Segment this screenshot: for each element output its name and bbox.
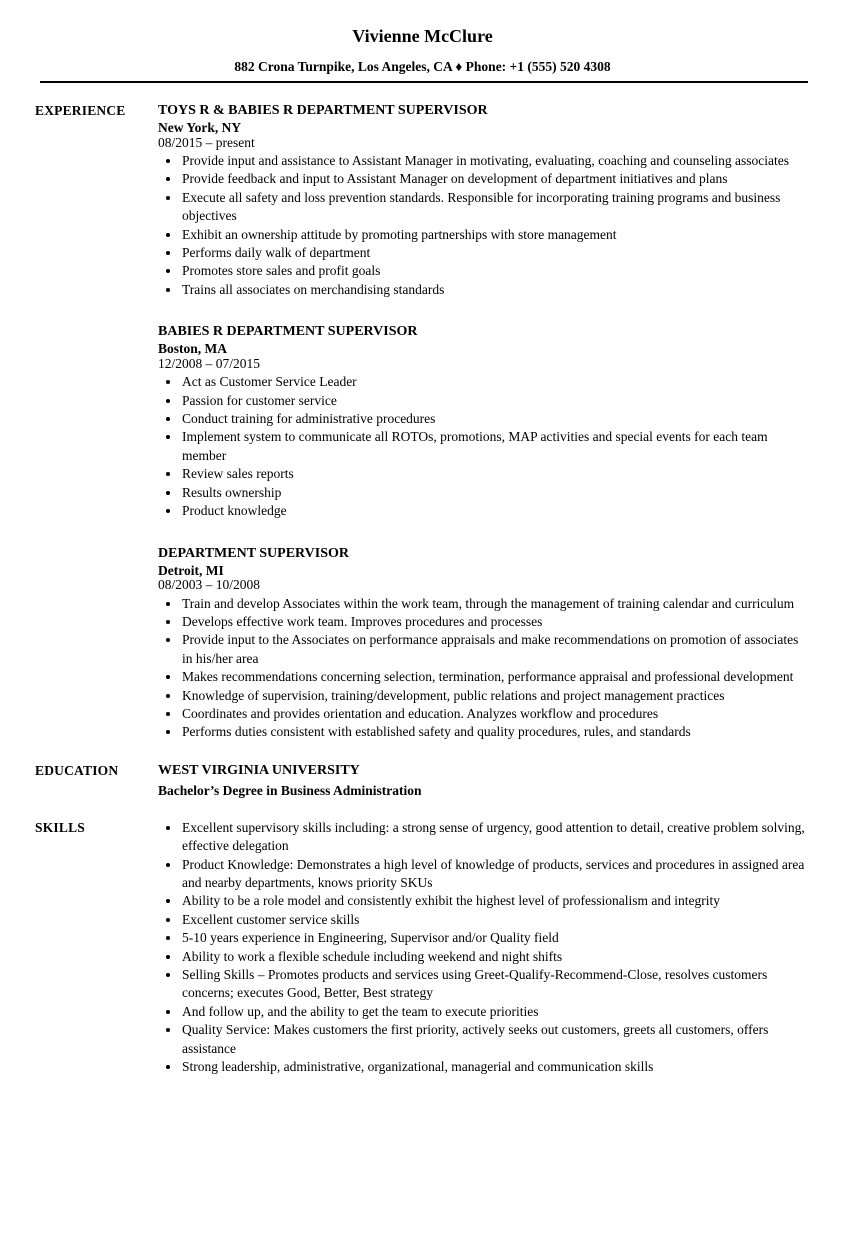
job-entry [158,545,810,742]
bullet-item: • And follow up, and the ability to get the team to execute priorities [181,1003,810,1021]
experience-content [158,102,810,742]
bullet-item: • Excellent customer service skills [181,911,810,929]
bullet-item: • Conduct training for administrative procedures [181,410,810,428]
experience-label: EXPERIENCE [35,103,126,118]
job-dates: 12/2008 – 07/2015 [158,355,261,371]
bullet-item: • Implement system to communicate all ROTOs, promotions, MAP activities and special events for each team member [181,428,810,465]
job-title: TOYS R & BABIES R DEPARTMENT SUPERVISOR [158,103,488,118]
bullet-item: • Quality Service: Makes customers the first priority, actively seeks out customers, greets all customers, offers assistance [181,1021,810,1058]
skills-section [35,819,810,1077]
bullet-item: • Develops effective work team. Improves procedures and processes [181,613,810,631]
resume-header [35,27,810,83]
job-location: New York, NY [158,120,242,135]
job-bullets [158,595,810,742]
degree: Bachelor’s Degree in Business Administration [158,782,422,798]
bullet-item: • Performs duties consistent with established safety and quality procedures, rules, and standards [181,723,810,741]
education-content [158,762,810,798]
bullet-item: • Ability to work a flexible schedule including weekend and night shifts [181,948,810,966]
job-location: Boston, MA [158,341,228,357]
job-dates: 08/2015 – present [158,134,255,150]
bullet-item: • Strong leadership, administrative, organizational, managerial and communication skills [181,1058,810,1076]
school-name: WEST VIRGINIA UNIVERSITY [158,762,360,778]
bullet-item: • Knowledge of supervision, training/development, public relations and project management practices [181,687,810,705]
job-bullets [158,152,810,299]
education-section [35,762,810,798]
bullet-item: • Product Knowledge: Demonstrates a high level of knowledge of products, services and procedures in assigned area and nearby departments, knows priority SKUs [181,856,810,893]
contact-line: 882 Crona Turnpike, Los Angeles, CA ♦ Phone: +1 (555) 520 4308 [234,59,611,74]
education-label: EDUCATION [35,762,119,778]
bullet-item: • Coordinates and provides orientation and education. Analyzes workflow and procedures [181,705,810,723]
bullet-item: • Review sales reports [181,465,810,483]
header-divider [40,81,808,83]
bullet-item: • 5-10 years experience in Engineering, Supervisor and/or Quality field [181,929,810,947]
bullet-item: • Exhibit an ownership attitude by promoting partnerships with store management [181,226,810,244]
skills-bullets [158,819,810,1077]
bullet-item: • Provide input and assistance to Assistant Manager in motivating, evaluating, coaching and counseling associates [181,152,810,170]
experience-section [35,102,810,742]
job-bullets [158,373,810,520]
job-entry [158,323,810,520]
skills-label: SKILLS [35,819,85,835]
job-title: DEPARTMENT SUPERVISOR [158,545,350,561]
bullet-item: • Train and develop Associates within the work team, through the management of training calendar and curriculum [181,595,810,613]
bullet-item: • Performs daily walk of department [181,244,810,262]
bullet-item: • Ability to be a role model and consistently exhibit the highest level of professionalism and integrity [181,892,810,910]
bullet-item: • Execute all safety and loss prevention standards. Responsible for incorporating training programs and business objectives [181,189,810,226]
bullet-item: • Excellent supervisory skills including: a strong sense of urgency, good attention to detail, creative problem solving, effective delegation [181,819,810,856]
job-dates: 08/2003 – 10/2008 [158,577,261,592]
skills-content [158,819,810,1077]
job-entry [158,102,810,299]
bullet-item: • Makes recommendations concerning selection, termination, performance appraisal and professional development [181,668,810,686]
bullet-item: • Provide feedback and input to Assistant Manager on development of department initiatives and plans [181,170,810,188]
job-title: BABIES R DEPARTMENT SUPERVISOR [158,324,418,340]
bullet-item: • Results ownership [181,484,810,502]
bullet-item: • Act as Customer Service Leader [181,373,810,391]
bullet-item: • Passion for customer service [181,392,810,410]
bullet-item: • Selling Skills – Promotes products and services using Greet-Qualify-Recommend-Close, resolves customers concerns; executes Good, Better, Best strategy [181,966,810,1003]
bullet-item: • Trains all associates on merchandising standards [181,281,810,299]
job-location: Detroit, MI [158,562,224,578]
bullet-item: • Provide input to the Associates on performance appraisals and make recommendations on promotion of associates in his/her area [181,631,810,668]
bullet-item: • Product knowledge [181,502,810,520]
bullet-item: • Promotes store sales and profit goals [181,262,810,280]
person-name: Vivienne McClure [352,26,493,46]
